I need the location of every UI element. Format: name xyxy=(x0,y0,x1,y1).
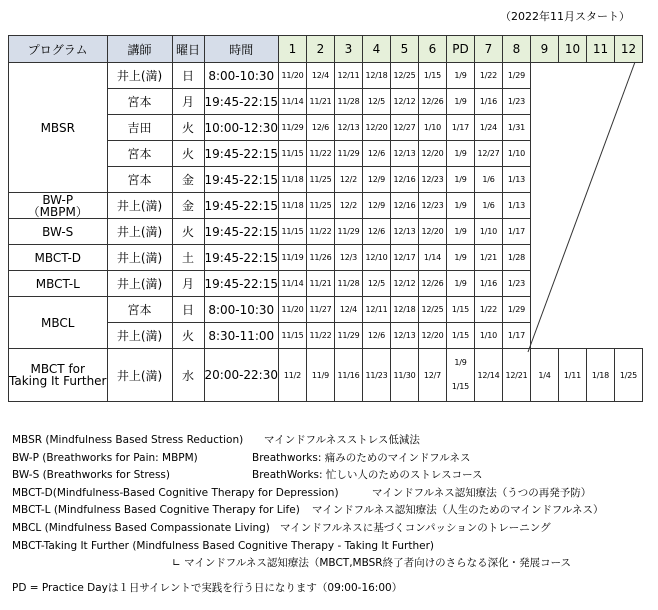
date-cell: 11/19 xyxy=(279,245,307,271)
program-name-line: Taking It Further xyxy=(9,374,107,388)
legend-en: BW-S (Breathworks for Stress) xyxy=(12,469,170,482)
pd-date-cell: 1/9 xyxy=(447,89,475,115)
empty-cell xyxy=(559,63,587,89)
date-cell: 12/6 xyxy=(363,219,391,245)
date-cell: 1/6 xyxy=(475,167,503,193)
empty-cell xyxy=(587,167,615,193)
legend-item xyxy=(12,555,572,573)
header-session: 4 xyxy=(363,36,391,63)
time-cell: 8:00-10:30 xyxy=(204,63,279,89)
header-session: 1 xyxy=(279,36,307,63)
legend-en: MBSR (Mindfulness Based Stress Reduction) xyxy=(12,434,244,446)
date-cell: 1/28 xyxy=(503,245,531,271)
pd-date-cell: 1/15 xyxy=(447,297,475,323)
date-cell: 1/10 xyxy=(503,141,531,167)
teacher-cell: 井上(満) xyxy=(107,245,172,271)
date-cell: 12/20 xyxy=(419,323,447,349)
empty-cell xyxy=(587,297,615,323)
schedule-table xyxy=(8,35,643,402)
empty-cell xyxy=(531,323,559,349)
pd-date-cell: 1/9 xyxy=(447,271,475,297)
date-cell: 12/20 xyxy=(363,115,391,141)
day-cell: 日 xyxy=(172,297,204,323)
date-cell: 1/10 xyxy=(475,323,503,349)
date-cell: 12/10 xyxy=(363,245,391,271)
date-cell: 1/16 xyxy=(475,89,503,115)
date-cell: 12/13 xyxy=(391,323,419,349)
pd-date-cell: 1/9 xyxy=(447,245,475,271)
empty-cell xyxy=(531,219,559,245)
legend xyxy=(12,432,604,573)
date-cell: 12/16 xyxy=(391,167,419,193)
empty-cell xyxy=(615,63,643,89)
schedule-row xyxy=(9,245,643,271)
date-cell: 12/13 xyxy=(391,141,419,167)
date-cell: 11/28 xyxy=(335,89,363,115)
date-cell: 12/23 xyxy=(419,167,447,193)
header-row xyxy=(9,36,643,63)
legend-item xyxy=(12,502,604,520)
date-cell: 12/17 xyxy=(391,245,419,271)
legend-en: MBCT-Taking It Further (Mindfulness Based Cognitive Therapy - Taking It Further) xyxy=(12,539,435,552)
empty-cell xyxy=(587,115,615,141)
date-cell: 11/18 xyxy=(279,193,307,219)
pd-date-cell: 1/9 xyxy=(447,167,475,193)
time-cell: 8:30-11:00 xyxy=(204,323,279,349)
time-cell: 19:45-22:15 xyxy=(204,193,279,219)
day-cell: 火 xyxy=(172,219,204,245)
header-session: 3 xyxy=(335,36,363,63)
date-cell: 1/29 xyxy=(503,297,531,323)
schedule-row xyxy=(9,63,643,89)
teacher-cell: 吉田 xyxy=(107,115,172,141)
day-cell: 土 xyxy=(172,245,204,271)
pd-date: 1/9 xyxy=(454,358,467,367)
header-session: 12 xyxy=(615,36,643,63)
empty-cell xyxy=(559,141,587,167)
teacher-cell: 井上(満) xyxy=(107,349,172,402)
day-cell: 月 xyxy=(172,271,204,297)
empty-cell xyxy=(559,167,587,193)
legend-en: MBCT-L (Mindfulness Based Cognitive Therapy for Life) xyxy=(12,504,300,517)
date-cell: 12/13 xyxy=(335,115,363,141)
program-name-line: MBCT-D xyxy=(34,250,82,265)
date-cell: 11/14 xyxy=(279,271,307,297)
date-cell: 1/21 xyxy=(475,245,503,271)
legend-item xyxy=(12,450,471,468)
date-cell: 12/13 xyxy=(391,219,419,245)
legend-item xyxy=(12,432,434,450)
date-cell: 12/23 xyxy=(419,193,447,219)
date-cell: 12/2 xyxy=(335,193,363,219)
date-cell: 1/17 xyxy=(503,219,531,245)
time-cell: 19:45-22:15 xyxy=(204,271,279,297)
date-cell: 12/12 xyxy=(391,89,419,115)
program-name xyxy=(9,219,108,245)
empty-cell xyxy=(559,297,587,323)
pd-date-cell: 1/17 xyxy=(447,115,475,141)
empty-cell xyxy=(587,219,615,245)
date-cell: 12/20 xyxy=(419,219,447,245)
header-day: 曜日 xyxy=(172,36,204,63)
empty-cell xyxy=(615,323,643,349)
date-cell: 1/13 xyxy=(503,193,531,219)
header-teacher: 講師 xyxy=(107,36,172,63)
date-cell: 11/20 xyxy=(279,297,307,323)
day-cell: 金 xyxy=(172,193,204,219)
empty-cell xyxy=(587,89,615,115)
empty-cell xyxy=(559,89,587,115)
empty-cell xyxy=(531,193,559,219)
legend-en: BW-P (Breathworks for Pain: MBPM) xyxy=(12,451,198,464)
date-cell: 1/4 xyxy=(531,349,559,402)
empty-cell xyxy=(531,63,559,89)
teacher-cell: 宮本 xyxy=(107,297,172,323)
date-cell: 11/21 xyxy=(307,271,335,297)
time-cell: 19:45-22:15 xyxy=(204,89,279,115)
header-time: 時間 xyxy=(204,36,279,63)
date-cell: 11/14 xyxy=(279,89,307,115)
header-session: 10 xyxy=(559,36,587,63)
header-session: 9 xyxy=(531,36,559,63)
date-cell: 12/18 xyxy=(363,63,391,89)
day-cell: 水 xyxy=(172,349,204,402)
date-cell: 11/22 xyxy=(307,141,335,167)
pd-date-cell: 1/15 xyxy=(447,323,475,349)
program-name-line: （MBPM） xyxy=(27,204,88,219)
date-cell: 11/26 xyxy=(307,245,335,271)
empty-cell xyxy=(559,323,587,349)
legend-en: MBCT-D(Mindfulness-Based Cognitive Therapy for Depression) xyxy=(12,486,339,499)
program-name-line: MBSR xyxy=(40,120,75,135)
date-cell: 12/12 xyxy=(391,271,419,297)
date-cell: 11/2 xyxy=(279,349,307,402)
date-cell: 12/18 xyxy=(391,297,419,323)
date-cell: 12/20 xyxy=(419,141,447,167)
legend-ja: マインドフルネスに基づくコンパッションのトレーニング xyxy=(280,521,551,534)
empty-cell xyxy=(615,297,643,323)
header-session-pd: PD xyxy=(447,36,475,63)
date-cell: 1/10 xyxy=(419,115,447,141)
program-name-line: BW-P xyxy=(42,192,74,207)
date-cell: 1/11 xyxy=(559,349,587,402)
date-cell: 11/27 xyxy=(307,297,335,323)
day-cell: 日 xyxy=(172,63,204,89)
date-cell: 12/25 xyxy=(419,297,447,323)
date-cell: 11/28 xyxy=(335,271,363,297)
legend-ja: BreathWorks: 忙しい人のためのストレスコース xyxy=(252,469,483,482)
date-cell: 12/9 xyxy=(363,167,391,193)
program-name-line: MBCT-L xyxy=(35,276,80,291)
date-cell: 12/14 xyxy=(475,349,503,402)
date-cell: 1/24 xyxy=(475,115,503,141)
date-cell: 12/5 xyxy=(363,89,391,115)
date-cell: 11/15 xyxy=(279,323,307,349)
teacher-cell: 宮本 xyxy=(107,167,172,193)
empty-cell xyxy=(587,193,615,219)
empty-cell xyxy=(559,271,587,297)
empty-cell xyxy=(531,297,559,323)
date-cell: 11/22 xyxy=(307,219,335,245)
date-cell: 1/18 xyxy=(587,349,615,402)
empty-cell xyxy=(615,115,643,141)
legend-item xyxy=(12,467,483,485)
date-cell: 1/29 xyxy=(503,63,531,89)
day-cell: 金 xyxy=(172,167,204,193)
date-cell: 12/27 xyxy=(391,115,419,141)
empty-cell xyxy=(587,245,615,271)
date-cell: 11/29 xyxy=(335,141,363,167)
date-cell: 11/16 xyxy=(335,349,363,402)
date-cell: 12/6 xyxy=(307,115,335,141)
time-cell: 19:45-22:15 xyxy=(204,141,279,167)
program-name xyxy=(9,193,108,219)
date-cell: 12/5 xyxy=(363,271,391,297)
empty-cell xyxy=(615,141,643,167)
date-cell: 1/15 xyxy=(419,63,447,89)
empty-cell xyxy=(587,271,615,297)
program-name xyxy=(9,63,108,193)
date-cell: 12/4 xyxy=(307,63,335,89)
date-cell: 11/15 xyxy=(279,141,307,167)
empty-cell xyxy=(531,89,559,115)
pd-date-cell xyxy=(447,349,475,402)
empty-cell xyxy=(615,245,643,271)
date-cell: 12/4 xyxy=(335,297,363,323)
empty-cell xyxy=(615,219,643,245)
date-cell: 1/10 xyxy=(475,219,503,245)
date-cell: 1/17 xyxy=(503,323,531,349)
date-cell: 11/15 xyxy=(279,219,307,245)
time-cell: 8:00-10:30 xyxy=(204,297,279,323)
header-session: 8 xyxy=(503,36,531,63)
empty-cell xyxy=(587,141,615,167)
date-cell: 11/25 xyxy=(307,193,335,219)
schedule-row xyxy=(9,219,643,245)
date-cell: 11/20 xyxy=(279,63,307,89)
date-cell: 12/6 xyxy=(363,141,391,167)
program-name-line: MBCT for xyxy=(30,362,85,376)
empty-cell xyxy=(587,323,615,349)
teacher-cell: 井上(満) xyxy=(107,271,172,297)
empty-cell xyxy=(531,115,559,141)
day-cell: 月 xyxy=(172,89,204,115)
teacher-cell: 井上(満) xyxy=(107,323,172,349)
legend-ja: マインドフルネスストレス低減法 xyxy=(264,434,420,446)
date-cell: 11/9 xyxy=(307,349,335,402)
header-session: 2 xyxy=(307,36,335,63)
pd-date-cell: 1/9 xyxy=(447,63,475,89)
empty-cell xyxy=(559,219,587,245)
header-program: プログラム xyxy=(9,36,108,63)
legend-item xyxy=(12,538,434,556)
date-cell: 11/29 xyxy=(335,219,363,245)
date-cell: 12/11 xyxy=(363,297,391,323)
date-cell: 1/16 xyxy=(475,271,503,297)
date-cell: 12/26 xyxy=(419,271,447,297)
day-cell: 火 xyxy=(172,115,204,141)
empty-cell xyxy=(615,271,643,297)
legend-ja: マインドフルネス認知療法（うつの再発予防） xyxy=(372,486,592,499)
teacher-cell: 宮本 xyxy=(107,141,172,167)
date-cell: 1/6 xyxy=(475,193,503,219)
empty-cell xyxy=(559,193,587,219)
program-name xyxy=(9,271,108,297)
header-session: 5 xyxy=(391,36,419,63)
legend-ja: Breathworks: 痛みのためのマインドフルネス xyxy=(252,451,471,464)
program-name-line: MBCL xyxy=(41,315,75,330)
program-name-line: BW-S xyxy=(42,224,74,239)
teacher-cell: 井上(満) xyxy=(107,63,172,89)
header-session: 11 xyxy=(587,36,615,63)
time-cell: 19:45-22:15 xyxy=(204,245,279,271)
legend-item xyxy=(12,520,551,538)
start-note: （2022年11月スタート） xyxy=(500,10,630,23)
date-cell: 12/25 xyxy=(391,63,419,89)
date-cell: 11/22 xyxy=(307,323,335,349)
empty-cell xyxy=(615,193,643,219)
legend-ja: マインドフルネス認知療法（人生のためのマインドフルネス） xyxy=(312,504,604,517)
empty-cell xyxy=(559,245,587,271)
date-cell: 12/26 xyxy=(419,89,447,115)
date-cell: 12/21 xyxy=(503,349,531,402)
day-cell: 火 xyxy=(172,323,204,349)
date-cell: 11/29 xyxy=(335,323,363,349)
date-cell: 1/23 xyxy=(503,89,531,115)
pd-date-cell: 1/9 xyxy=(447,141,475,167)
teacher-cell: 井上(満) xyxy=(107,193,172,219)
date-cell: 11/18 xyxy=(279,167,307,193)
date-cell: 1/13 xyxy=(503,167,531,193)
date-cell: 1/14 xyxy=(419,245,447,271)
header-session: 6 xyxy=(419,36,447,63)
date-cell: 12/6 xyxy=(363,323,391,349)
date-cell: 11/29 xyxy=(279,115,307,141)
empty-cell xyxy=(531,167,559,193)
legend-en: MBCL (Mindfulness Based Compassionate Living) xyxy=(12,521,270,534)
pd-date: 1/15 xyxy=(451,382,470,391)
pd-date-cell: 1/9 xyxy=(447,193,475,219)
date-cell: 12/3 xyxy=(335,245,363,271)
date-cell: 12/27 xyxy=(475,141,503,167)
time-cell: 19:45-22:15 xyxy=(204,219,279,245)
date-cell: 1/25 xyxy=(615,349,643,402)
empty-cell xyxy=(615,167,643,193)
pd-date-cell: 1/9 xyxy=(447,219,475,245)
empty-cell xyxy=(531,271,559,297)
empty-cell xyxy=(531,245,559,271)
time-cell: 10:00-12:30 xyxy=(204,115,279,141)
pd-note: PD = Practice Dayは１日サイレントで実践を行う日になります（09:00-16:00） xyxy=(12,582,403,594)
date-cell: 11/21 xyxy=(307,89,335,115)
date-cell: 11/23 xyxy=(363,349,391,402)
schedule-row xyxy=(9,297,643,323)
teacher-cell: 井上(満) xyxy=(107,219,172,245)
header-session: 7 xyxy=(475,36,503,63)
date-cell: 11/30 xyxy=(391,349,419,402)
date-cell: 12/9 xyxy=(363,193,391,219)
empty-cell xyxy=(615,89,643,115)
legend-item xyxy=(12,485,592,503)
empty-cell xyxy=(531,141,559,167)
empty-cell xyxy=(587,63,615,89)
date-cell: 1/22 xyxy=(475,63,503,89)
schedule-row xyxy=(9,271,643,297)
date-cell: 12/7 xyxy=(419,349,447,402)
program-name xyxy=(9,349,108,402)
date-cell: 1/31 xyxy=(503,115,531,141)
legend-ja: ∟ マインドフルネス認知療法（MBCT,MBSR終了者向けのさらなる深化・発展コース xyxy=(172,557,572,570)
day-cell: 火 xyxy=(172,141,204,167)
teacher-cell: 宮本 xyxy=(107,89,172,115)
schedule-row xyxy=(9,193,643,219)
time-cell: 19:45-22:15 xyxy=(204,167,279,193)
program-name xyxy=(9,245,108,271)
date-cell: 12/16 xyxy=(391,193,419,219)
date-cell: 11/25 xyxy=(307,167,335,193)
date-cell: 12/2 xyxy=(335,167,363,193)
time-cell: 20:00-22:30 xyxy=(204,349,279,402)
program-name xyxy=(9,297,108,349)
date-cell: 1/22 xyxy=(475,297,503,323)
empty-cell xyxy=(559,115,587,141)
schedule-row xyxy=(9,349,643,402)
date-cell: 1/23 xyxy=(503,271,531,297)
date-cell: 12/11 xyxy=(335,63,363,89)
